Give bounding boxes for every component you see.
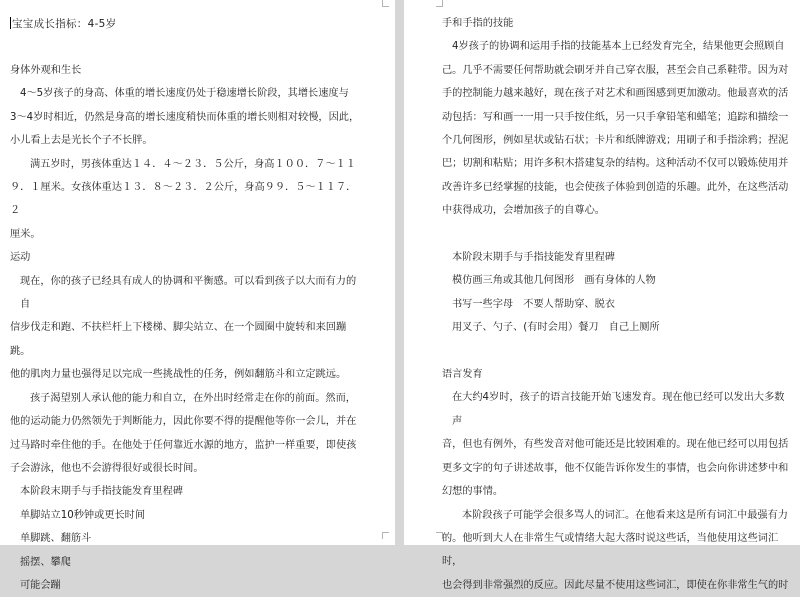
paragraph-line: 4岁孩子的协调和运用手指的技能基本上已经发育完全，结果他更会照顾自 bbox=[452, 41, 785, 53]
milestone-item: 用叉子、勺子、(有时会用）餐刀 自己上厕所 bbox=[452, 322, 660, 334]
milestone-item: 可能会蹦 bbox=[20, 579, 61, 591]
paragraph-line: 孩子渴望别人承认他的能力和自立，在外出时经常走在你的前面。然而， bbox=[30, 392, 356, 404]
paragraph-line: 现在，你的孩子已经具有成人的协调和平衡感。可以看到孩子以大而有力的自 bbox=[20, 275, 357, 311]
paragraph-line: 厘米。 bbox=[10, 228, 41, 240]
paragraph-line: 子会游泳，他也不会游得很好或很长时间。 bbox=[10, 462, 204, 474]
paragraph-line: 3～4岁时相近，仍然是身高的增长速度稍快而体重的增长则相对较慢，因此， bbox=[10, 111, 360, 123]
milestone-heading: 本阶段末期手与手指技能发育里程碑 bbox=[452, 252, 615, 264]
body-text-left[interactable] bbox=[10, 59, 366, 597]
paragraph-line: 4～5岁孩子的身高、体重的增长速度仍处于稳速增长阶段，其增长速度与 bbox=[20, 88, 349, 100]
paragraph-line: 动包括：写和画一一用一只手按住纸，另一只手拿铅笔和蜡笔；追踪和描绘一 bbox=[442, 111, 789, 123]
section-heading: 手和手指的技能 bbox=[442, 18, 514, 29]
paragraph-line: 手的控制能力越来越好，现在孩子对艺术和画图感到更加激动。他最喜欢的活 bbox=[442, 88, 789, 100]
document-page-right bbox=[404, 0, 800, 591]
paragraph-line: 更多文字的句子讲述故事，他不仅能告诉你发生的事情，也会向你讲述梦中和 bbox=[442, 462, 789, 474]
milestone-heading: 本阶段末期手与手指技能发育里程碑 bbox=[20, 486, 183, 498]
paragraph-line: 幻想的事情。 bbox=[442, 486, 504, 498]
document-title: 宝宝成长指标：4-5岁 bbox=[12, 18, 117, 30]
paragraph-line: 己。几乎不需要任何帮助就会刷牙并自己穿衣服，甚至会自己系鞋带。因为对 bbox=[442, 64, 789, 76]
paragraph-line: 音，但也有例外，有些发音对他可能还是比较困难的。现在他已经可以用包括 bbox=[442, 439, 789, 451]
page-corner-mark bbox=[382, 532, 389, 539]
page-corner-mark bbox=[436, 0, 443, 7]
paragraph-line: 本阶段孩子可能学会很多骂人的词汇。在他看来这是所有词汇中最强有力 bbox=[462, 509, 788, 521]
paragraph-line: 个几何图形，例如星状或钻石状；卡片和纸牌游戏；用刷子和手指涂鸦；捏泥 bbox=[442, 135, 789, 147]
paragraph-line: 在大约4岁时，孩子的语言技能开始飞速发育。现在他已经可以发出大多数声 bbox=[452, 392, 785, 427]
paragraph-line: 他的肌肉力量也强得足以完成一些挑战性的任务，例如翻筋斗和立定跳远。 bbox=[10, 369, 347, 381]
section-heading: 运动 bbox=[10, 252, 31, 264]
paragraph-line: 信步伐走和跑、不扶栏杆上下楼梯、脚尖站立、在一个圆圈中旋转和来回蹦跳。 bbox=[10, 322, 347, 357]
paragraph-line: 小儿看上去是光长个子不长胖。 bbox=[10, 135, 153, 147]
paragraph-line: 过马路时牵住他的手。在他处于任何靠近水源的地方，监护一样重要，即使孩 bbox=[10, 439, 357, 451]
section-heading: 身体外观和生长 bbox=[10, 65, 82, 76]
paragraph-line: 中获得成功，会增加孩子的自尊心。 bbox=[442, 205, 605, 217]
paragraph-line: 他的运动能力仍然领先于判断能力，因此你要不得的提醒他等你一会儿，并在 bbox=[10, 416, 357, 428]
text-cursor bbox=[10, 17, 11, 29]
milestone-item: 书写一些字母 不要人帮助穿、脱衣 bbox=[452, 298, 615, 310]
document-title-line[interactable] bbox=[10, 16, 116, 31]
section-heading: 语言发育 bbox=[442, 369, 483, 381]
paragraph-line: ９．１厘米。女孩体重达１３．８～２３．２公斤，身高９９．５～１１７．２ bbox=[10, 182, 357, 217]
document-page-left bbox=[0, 0, 395, 591]
milestone-item: 模仿画三角或其他几何图形 画有身体的人物 bbox=[452, 275, 656, 287]
page-corner-mark bbox=[382, 0, 389, 7]
paragraph-line: 满五岁时，男孩体重达１４．４～２３．５公斤，身高１００．７～１１ bbox=[30, 158, 356, 170]
paragraph-line: 的。他听到大人在非常生气或情绪大起大落时说这些话，当他使用这些词汇时， bbox=[442, 532, 779, 568]
body-text-right[interactable] bbox=[442, 12, 794, 597]
milestone-item: 单脚站立10秒钟或更长时间 bbox=[20, 509, 146, 521]
milestone-item: 单脚跳、翻筋斗 bbox=[20, 533, 92, 545]
paragraph-line: 也会得到非常强烈的反应。因此尽量不使用这些词汇，即使在你非常生气的时 bbox=[442, 579, 789, 591]
paragraph-line: 巴；切割和粘贴；用许多积木搭建复杂的结构。这种活动不仅可以锻炼使用并 bbox=[442, 158, 789, 170]
milestone-item: 摇摆、攀爬 bbox=[20, 556, 71, 568]
paragraph-line: 改善许多已经掌握的技能，也会使孩子体验到创造的乐趣。此外，在这些活动 bbox=[442, 181, 789, 193]
